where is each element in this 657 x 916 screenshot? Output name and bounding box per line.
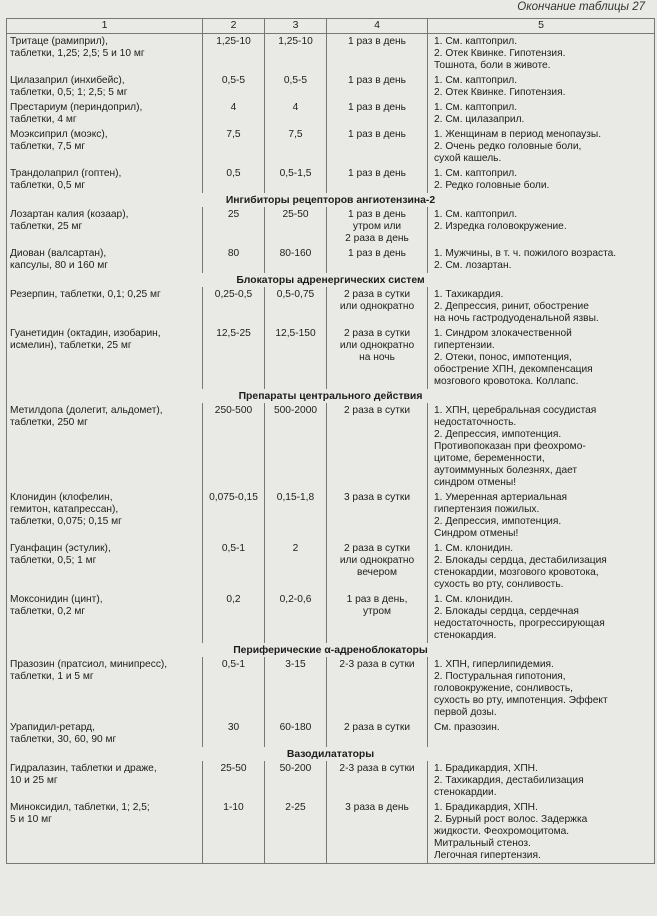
indications-side-effects-line: 2. Постуральная гипотония, xyxy=(434,671,566,682)
indications-side-effects-line: 1. См. каптоприл. xyxy=(434,209,518,220)
starting-dose: 12,5-25 xyxy=(203,326,265,389)
dosing-frequency xyxy=(327,326,428,389)
indications-side-effects-line: стенокардии, мозгового кровотока, xyxy=(434,567,599,578)
daily-dose: 80-160 xyxy=(265,246,327,273)
drug-name xyxy=(7,403,203,490)
indications-side-effects-line: сухость во рту, импотенция. Эффект xyxy=(434,695,608,706)
daily-dose: 0,5-5 xyxy=(265,73,327,100)
dosing-frequency xyxy=(327,592,428,643)
indications-side-effects xyxy=(428,490,655,541)
drug-row xyxy=(7,541,655,592)
indications-side-effects-line: 1. См. каптоприл. xyxy=(434,36,518,47)
indications-side-effects-line: 1. Синдром злокачественной xyxy=(434,328,572,339)
indications-side-effects-line: 1. См. каптоприл. xyxy=(434,168,518,179)
indications-side-effects-line: на ночь гастродуоденальной язвы. xyxy=(434,313,599,324)
starting-dose: 0,5 xyxy=(203,166,265,193)
section-title: Периферические α-адреноблокаторы xyxy=(7,643,655,657)
indications-side-effects xyxy=(428,166,655,193)
section-title: Препараты центрального действия xyxy=(7,389,655,403)
daily-dose: 12,5-150 xyxy=(265,326,327,389)
daily-dose: 1,25-10 xyxy=(265,34,327,74)
drug-name-line: 10 и 25 мг xyxy=(10,775,58,786)
dosing-frequency-line: 2 раза в сутки xyxy=(343,722,411,733)
drug-name-line: таблетки, 0,075; 0,15 мг xyxy=(10,516,122,527)
dosing-frequency-line: или однократно xyxy=(339,555,415,566)
column-header-2: 2 xyxy=(203,19,265,34)
indications-side-effects-line: 1. Женщинам в период менопаузы. xyxy=(434,129,602,140)
drug-name-line: таблетки, 0,5 мг xyxy=(10,180,86,191)
drug-name-line: таблетки, 0,5; 1; 2,5; 5 мг xyxy=(10,87,128,98)
indications-side-effects-line: 2. Бурный рост волос. Задержка xyxy=(434,814,588,825)
indications-side-effects xyxy=(428,207,655,246)
drug-name-line: Гуанфацин (эстулик), xyxy=(10,543,111,554)
drug-name xyxy=(7,127,203,166)
dosing-frequency xyxy=(327,73,428,100)
indications-side-effects-line: недостаточность. xyxy=(434,417,517,428)
indications-side-effects-line: 1. См. каптоприл. xyxy=(434,102,518,113)
dosing-frequency xyxy=(327,287,428,326)
starting-dose: 0,2 xyxy=(203,592,265,643)
section-header-row xyxy=(7,193,655,207)
drug-name-line: Диован (валсартан), xyxy=(10,248,107,259)
section-title: Вазодилататоры xyxy=(7,747,655,761)
dosing-frequency xyxy=(327,541,428,592)
indications-side-effects-line: аутоиммунных болезнях, дает xyxy=(434,465,578,476)
drug-name-line: таблетки, 30, 60, 90 мг xyxy=(10,734,117,745)
indications-side-effects-line: 2. Депрессия, импотенция. xyxy=(434,516,562,527)
drug-row xyxy=(7,246,655,273)
starting-dose: 0,5-1 xyxy=(203,657,265,720)
dosing-frequency-line: 3 раза в день xyxy=(345,802,409,813)
indications-side-effects-line: 1. Тахикардия. xyxy=(434,289,504,300)
daily-dose: 2-25 xyxy=(265,800,327,864)
drug-name xyxy=(7,34,203,74)
indications-side-effects xyxy=(428,246,655,273)
indications-side-effects-line: 1. Мужчины, в т. ч. пожилого возраста. xyxy=(434,248,617,259)
indications-side-effects-line: 1. ХПН, церебральная сосудистая xyxy=(434,405,597,416)
dosing-frequency xyxy=(327,403,428,490)
drug-name xyxy=(7,761,203,800)
drug-name-line: Моэксиприл (моэкс), xyxy=(10,129,108,140)
indications-side-effects-line: Синдром отмены! xyxy=(434,528,519,539)
dosing-frequency xyxy=(327,657,428,720)
dosing-frequency-line: 2-3 раза в сутки xyxy=(339,763,415,774)
section-header-row xyxy=(7,643,655,657)
dosing-frequency-line: утром или xyxy=(352,221,402,232)
drug-name-line: таблетки, 250 мг xyxy=(10,417,88,428)
dosing-frequency xyxy=(327,720,428,747)
drug-name xyxy=(7,800,203,864)
indications-side-effects-line: 2. Отек Квинке. Гипотензия. xyxy=(434,48,566,59)
indications-side-effects-line: недостаточность, прогрессирующая xyxy=(434,618,605,629)
table-header-row xyxy=(7,19,655,34)
drug-row xyxy=(7,34,655,74)
indications-side-effects-line: Противопоказан при феохромо- xyxy=(434,441,586,452)
column-header-5: 5 xyxy=(428,19,655,34)
drug-name-line: таблетки, 0,2 мг xyxy=(10,606,86,617)
drug-name-line: таблетки, 1 и 5 мг xyxy=(10,671,94,682)
starting-dose: 7,5 xyxy=(203,127,265,166)
drug-row xyxy=(7,403,655,490)
starting-dose: 250-500 xyxy=(203,403,265,490)
drug-name-line: таблетки, 25 мг xyxy=(10,221,83,232)
indications-side-effects-line: стенокардия. xyxy=(434,630,497,641)
indications-side-effects xyxy=(428,541,655,592)
indications-side-effects-line: жидкости. Феохромоцитома. xyxy=(434,826,570,837)
dosing-frequency xyxy=(327,246,428,273)
drug-row xyxy=(7,326,655,389)
daily-dose: 0,15-1,8 xyxy=(265,490,327,541)
indications-side-effects-line: 2. Редко головные боли. xyxy=(434,180,550,191)
dosing-frequency-line: 2 раза в день xyxy=(345,233,409,244)
dosing-frequency-line: утром xyxy=(362,606,392,617)
indications-side-effects-line: головокружение, сонливость, xyxy=(434,683,573,694)
drug-name xyxy=(7,490,203,541)
dosing-frequency-line: 2-3 раза в сутки xyxy=(339,659,415,670)
indications-side-effects-line: 1. ХПН, гиперлипидемия. xyxy=(434,659,554,670)
drug-name-line: Лозартан калия (козаар), xyxy=(10,209,129,220)
dosing-frequency xyxy=(327,207,428,246)
indications-side-effects-line: См. празозин. xyxy=(434,722,500,733)
starting-dose: 80 xyxy=(203,246,265,273)
drug-name-line: Резерпин, таблетки, 0,1; 0,25 мг xyxy=(10,289,161,300)
starting-dose: 1-10 xyxy=(203,800,265,864)
dosing-frequency-line: 2 раза в сутки xyxy=(343,289,411,300)
dosing-frequency-line: 1 раз в день xyxy=(347,102,406,113)
indications-side-effects-line: 2. См. цилазаприл. xyxy=(434,114,525,125)
drug-name xyxy=(7,541,203,592)
indications-side-effects-line: 2. Депрессия, ринит, обострение xyxy=(434,301,589,312)
starting-dose: 0,25-0,5 xyxy=(203,287,265,326)
drug-name-line: Престариум (периндоприл), xyxy=(10,102,143,113)
section-header-row xyxy=(7,747,655,761)
indications-side-effects-line: стенокардии. xyxy=(434,787,497,798)
drug-name-line: Миноксидил, таблетки, 1; 2,5; xyxy=(10,802,150,813)
indications-side-effects xyxy=(428,403,655,490)
daily-dose: 0,5-1,5 xyxy=(265,166,327,193)
starting-dose: 4 xyxy=(203,100,265,127)
drug-row xyxy=(7,73,655,100)
drug-row xyxy=(7,127,655,166)
drug-name-line: Трандолаприл (гоптен), xyxy=(10,168,122,179)
section-title: Ингибиторы рецепторов ангиотензина-2 xyxy=(7,193,655,207)
indications-side-effects-line: 2. Депрессия, импотенция. xyxy=(434,429,562,440)
drug-name-line: таблетки, 7,5 мг xyxy=(10,141,86,152)
indications-side-effects-line: 2. Блокады сердца, дестабилизация xyxy=(434,555,607,566)
starting-dose: 1,25-10 xyxy=(203,34,265,74)
drug-row xyxy=(7,166,655,193)
drug-name-line: Метилдопа (долегит, альдомет), xyxy=(10,405,163,416)
dosing-frequency-line: или однократно xyxy=(339,301,415,312)
indications-side-effects-line: 1. См. клонидин. xyxy=(434,543,514,554)
dosing-frequency-line: 1 раз в день xyxy=(347,36,406,47)
dosing-frequency-line: 3 раза в сутки xyxy=(343,492,411,503)
dosing-frequency-line: 1 раз в день xyxy=(347,168,406,179)
dosing-frequency xyxy=(327,761,428,800)
indications-side-effects-line: 2. Отек Квинке. Гипотензия. xyxy=(434,87,566,98)
indications-side-effects-line: 1. Умеренная артериальная xyxy=(434,492,568,503)
drug-name xyxy=(7,326,203,389)
indications-side-effects xyxy=(428,34,655,74)
starting-dose: 0,5-1 xyxy=(203,541,265,592)
dosing-frequency xyxy=(327,800,428,864)
dosing-frequency-line: 2 раза в сутки xyxy=(343,543,411,554)
drug-name xyxy=(7,207,203,246)
daily-dose: 2 xyxy=(265,541,327,592)
indications-side-effects-line: гипертензии. xyxy=(434,340,495,351)
indications-side-effects-line: 1. Брадикардия, ХПН. xyxy=(434,763,538,774)
indications-side-effects xyxy=(428,761,655,800)
drug-row xyxy=(7,761,655,800)
daily-dose: 4 xyxy=(265,100,327,127)
daily-dose: 25-50 xyxy=(265,207,327,246)
indications-side-effects xyxy=(428,127,655,166)
drug-name xyxy=(7,657,203,720)
indications-side-effects-line: 2. Отеки, понос, импотенция, xyxy=(434,352,572,363)
drug-table xyxy=(6,18,655,864)
indications-side-effects xyxy=(428,100,655,127)
indications-side-effects-line: 2. Тахикардия, дестабилизация xyxy=(434,775,584,786)
dosing-frequency xyxy=(327,100,428,127)
dosing-frequency-line: 1 раз в день xyxy=(347,248,406,259)
indications-side-effects xyxy=(428,326,655,389)
daily-dose: 500-2000 xyxy=(265,403,327,490)
indications-side-effects-line: цитоме, беременности, xyxy=(434,453,545,464)
drug-name-line: исмелин), таблетки, 25 мг xyxy=(10,340,132,351)
indications-side-effects-line: 2. Изредка головокружение. xyxy=(434,221,567,232)
drug-name xyxy=(7,287,203,326)
indications-side-effects-line: 1. См. клонидин. xyxy=(434,594,514,605)
dosing-frequency xyxy=(327,166,428,193)
drug-row xyxy=(7,720,655,747)
indications-side-effects-line: 1. См. каптоприл. xyxy=(434,75,518,86)
drug-name-line: Урапидил-ретард, xyxy=(10,722,95,733)
drug-name-line: капсулы, 80 и 160 мг xyxy=(10,260,108,271)
dosing-frequency-line: 2 раза в сутки xyxy=(343,405,411,416)
table-caption: Окончание таблицы 27 xyxy=(517,1,645,13)
drug-name-line: гемитон, катапрессан), xyxy=(10,504,119,515)
dosing-frequency xyxy=(327,34,428,74)
drug-name xyxy=(7,592,203,643)
dosing-frequency-line: 1 раз в день xyxy=(347,75,406,86)
drug-name-line: Празозин (пратсиол, минипресс), xyxy=(10,659,168,670)
starting-dose: 30 xyxy=(203,720,265,747)
dosing-frequency-line: или однократно xyxy=(339,340,415,351)
indications-side-effects-line: Митральный стеноз. xyxy=(434,838,531,849)
starting-dose: 0,075-0,15 xyxy=(203,490,265,541)
dosing-frequency-line: на ночь xyxy=(359,352,395,363)
drug-name xyxy=(7,73,203,100)
indications-side-effects-line: сухость во рту, сонливость. xyxy=(434,579,564,590)
dosing-frequency-line: вечером xyxy=(357,567,397,578)
indications-side-effects-line: синдром отмены! xyxy=(434,477,517,488)
daily-dose: 60-180 xyxy=(265,720,327,747)
dosing-frequency-line: 1 раз в день, xyxy=(346,594,408,605)
drug-name-line: Клонидин (клофелин, xyxy=(10,492,113,503)
column-header-3: 3 xyxy=(265,19,327,34)
starting-dose: 25-50 xyxy=(203,761,265,800)
drug-row xyxy=(7,800,655,864)
indications-side-effects xyxy=(428,287,655,326)
drug-name-line: Цилазаприл (инхибейс), xyxy=(10,75,125,86)
dosing-frequency xyxy=(327,490,428,541)
section-title: Блокаторы адренергических систем xyxy=(7,273,655,287)
section-header-row xyxy=(7,389,655,403)
indications-side-effects xyxy=(428,592,655,643)
indications-side-effects-line: мозгового кровотока. Коллапс. xyxy=(434,376,579,387)
indications-side-effects-line: 2. См. лозартан. xyxy=(434,260,512,271)
drug-row xyxy=(7,207,655,246)
drug-row xyxy=(7,490,655,541)
starting-dose: 0,5-5 xyxy=(203,73,265,100)
drug-name-line: таблетки, 0,5; 1 мг xyxy=(10,555,97,566)
section-header-row xyxy=(7,273,655,287)
drug-row xyxy=(7,287,655,326)
drug-name-line: 5 и 10 мг xyxy=(10,814,52,825)
table-body xyxy=(7,34,655,864)
drug-name-line: Гидралазин, таблетки и драже, xyxy=(10,763,157,774)
drug-name-line: Тритаце (рамиприл), xyxy=(10,36,108,47)
indications-side-effects-line: сухой кашель. xyxy=(434,153,502,164)
dosing-frequency-line: 1 раз в день xyxy=(347,209,406,220)
drug-name xyxy=(7,246,203,273)
indications-side-effects-line: первой дозы. xyxy=(434,707,497,718)
drug-row xyxy=(7,592,655,643)
daily-dose: 50-200 xyxy=(265,761,327,800)
column-header-1: 1 xyxy=(7,19,203,34)
drug-name xyxy=(7,720,203,747)
drug-name-line: таблетки, 4 мг xyxy=(10,114,77,125)
indications-side-effects-line: Тошнота, боли в животе. xyxy=(434,60,551,71)
dosing-frequency-line: 1 раз в день xyxy=(347,129,406,140)
daily-dose: 0,5-0,75 xyxy=(265,287,327,326)
indications-side-effects-line: обострение ХПН, декомпенсация xyxy=(434,364,593,375)
indications-side-effects-line: гипертензия пожилых. xyxy=(434,504,540,515)
daily-dose: 3-15 xyxy=(265,657,327,720)
daily-dose: 0,2-0,6 xyxy=(265,592,327,643)
indications-side-effects xyxy=(428,720,655,747)
drug-name xyxy=(7,100,203,127)
indications-side-effects-line: Легочная гипертензия. xyxy=(434,850,541,861)
starting-dose: 25 xyxy=(203,207,265,246)
daily-dose: 7,5 xyxy=(265,127,327,166)
dosing-frequency-line: 2 раза в сутки xyxy=(343,328,411,339)
drug-row xyxy=(7,100,655,127)
indications-side-effects xyxy=(428,657,655,720)
drug-row xyxy=(7,657,655,720)
indications-side-effects-line: 2. Блокады сердца, сердечная xyxy=(434,606,579,617)
indications-side-effects xyxy=(428,800,655,864)
drug-name-line: Гуанетидин (октадин, изобарин, xyxy=(10,328,161,339)
drug-name-line: таблетки, 1,25; 2,5; 5 и 10 мг xyxy=(10,48,145,59)
indications-side-effects-line: 2. Очень редко головные боли, xyxy=(434,141,582,152)
dosing-frequency xyxy=(327,127,428,166)
column-header-4: 4 xyxy=(327,19,428,34)
drug-name xyxy=(7,166,203,193)
drug-name-line: Моксонидин (цинт), xyxy=(10,594,103,605)
indications-side-effects-line: 1. Брадикардия, ХПН. xyxy=(434,802,538,813)
indications-side-effects xyxy=(428,73,655,100)
